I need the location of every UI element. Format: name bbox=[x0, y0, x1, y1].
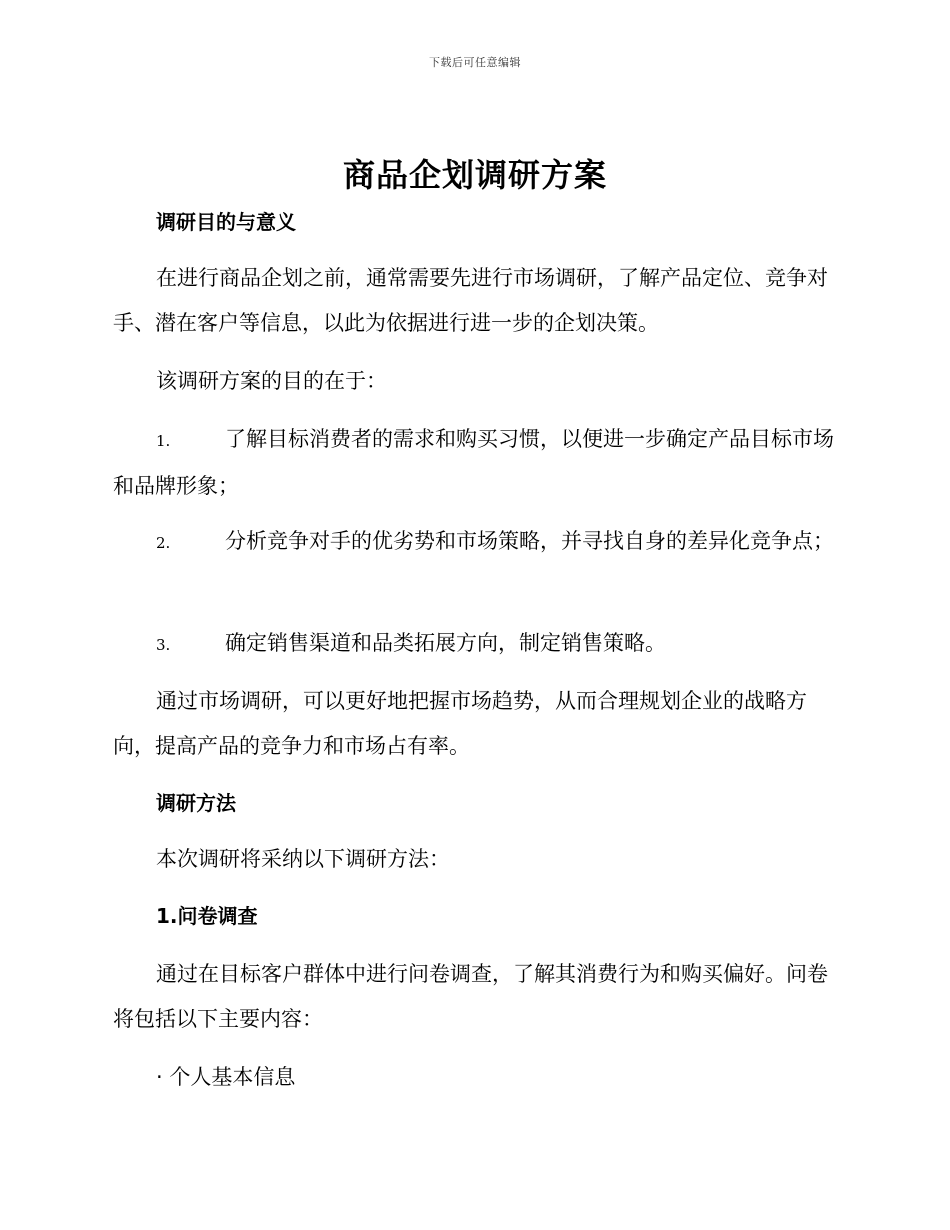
list-item-2 bbox=[113, 519, 835, 566]
list-text: 确定销售渠道和品类拓展方向，制定销售策略。 bbox=[225, 631, 666, 655]
document-title: 商品企划调研方案 bbox=[342, 156, 607, 194]
list-text: 了解目标消费者的需求和购买习惯，以便进一步确定产品目标市场和品牌形象； bbox=[113, 427, 834, 498]
bullet-item-personal-info: · 个人基本信息 bbox=[156, 1065, 296, 1089]
list-number: 3. bbox=[156, 636, 171, 654]
paragraph-purpose-intro: 在进行商品企划之前，通常需要先进行市场调研，了解产品定位、竞争对手、潜在客户等信息，以此为依据进行进一步的企划决策。 bbox=[113, 266, 828, 335]
list-number: 2. bbox=[156, 534, 171, 552]
paragraph-purpose-summary: 通过市场调研，可以更好地把握市场趋势，从而合理规划企业的战略方向，提高产品的竞争力和市场占有率。 bbox=[113, 689, 807, 758]
list-item-3 bbox=[113, 621, 835, 668]
section-heading-method: 调研方法 bbox=[156, 791, 236, 815]
list-number: 1. bbox=[156, 432, 171, 450]
subsection-heading-survey: 1.问卷调查 bbox=[156, 904, 258, 928]
section-heading-purpose: 调研目的与意义 bbox=[156, 210, 296, 234]
paragraph-method-intro: 本次调研将采纳以下调研方法： bbox=[156, 847, 450, 871]
paragraph-purpose-goal: 该调研方案的目的在于： bbox=[156, 369, 387, 393]
header-note: 下载后可任意编辑 bbox=[429, 56, 521, 69]
list-text: 分析竞争对手的优劣势和市场策略，并寻找自身的差异化竞争点； bbox=[225, 529, 834, 553]
paragraph-survey: 通过在目标客户群体中进行问卷调查，了解其消费行为和购买偏好。问卷将包括以下主要内容： bbox=[113, 962, 828, 1031]
list-item-1 bbox=[113, 417, 835, 509]
